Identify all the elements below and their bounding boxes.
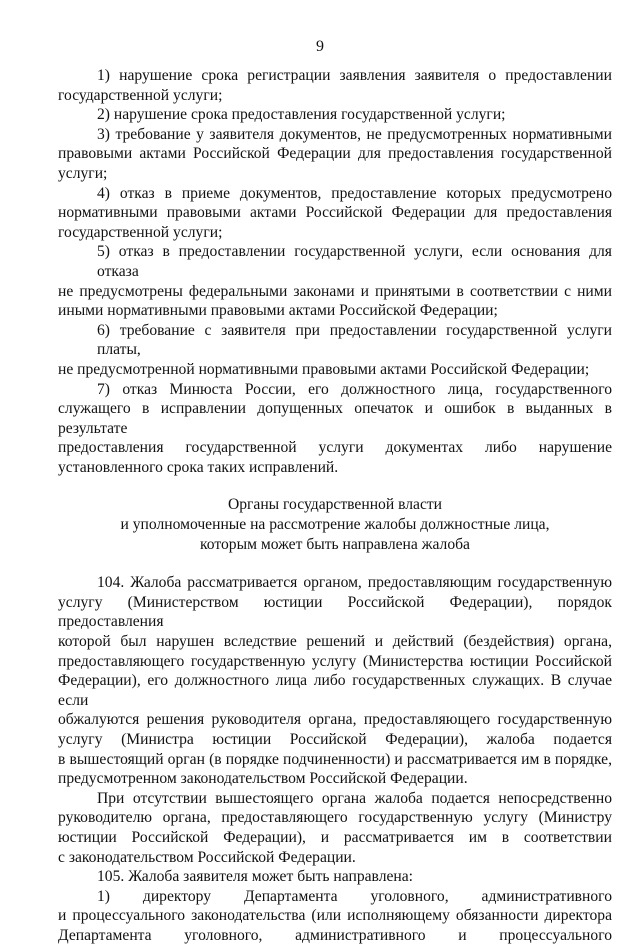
text-line: предоставления государственной услуги документах либо нарушение [58, 439, 612, 457]
section-body [58, 573, 612, 945]
text-line: юстиции Российской Федерации), и рассматривается им в соответствии [58, 828, 612, 846]
text-line: которой был нарушен вследствие решений и действий (бездействия) органа, [58, 633, 612, 651]
paragraph [58, 66, 612, 105]
list-violations [58, 66, 612, 477]
text-line: иными нормативными правовыми актами Российской Федерации; [58, 302, 498, 320]
text-line: обжалуются решения руководителя органа, предоставляющего государственную [58, 711, 612, 729]
text-line: служащего в исправлении допущенных опечаток и ошибок в выданных в результате [58, 400, 612, 437]
text-line: предоставляющего государственную услугу (Министерства юстиции Российской [58, 652, 612, 670]
text-line: 104. Жалоба рассматривается органом, предоставляющим государственную [97, 574, 612, 592]
paragraph [58, 184, 612, 243]
text-line: государственной услуги; [58, 223, 223, 241]
text-line: не предусмотрены федеральными законами и принятыми в соответствии с ними [58, 282, 612, 300]
text-line: 6) требование с заявителя при предоставлении государственной услуги платы, [97, 321, 612, 359]
text-line: 105. Жалоба заявителя может быть направлена: [97, 868, 414, 886]
text-line: Федерации), его должностного лица либо государственных служащих. В случае если [58, 672, 612, 709]
paragraph [58, 321, 612, 380]
heading-line: Органы государственной власти [227, 496, 443, 514]
paragraph [58, 380, 612, 478]
section-heading [58, 495, 612, 554]
text-line: установленного срока таких исправлений. [58, 458, 339, 476]
paragraph [58, 125, 612, 184]
text-line: 1) директору Департамента уголовного, административного [97, 887, 612, 905]
text-line: услугу (Министра юстиции Российской Федерации), жалоба подается [58, 731, 612, 748]
paragraph [58, 242, 612, 320]
page-number: 9 [316, 38, 324, 55]
text-line: государственной услуги; [58, 86, 223, 104]
text-line: 7) отказ Минюста России, его должностного лица, государственного [97, 380, 612, 398]
text-line: 3) требование у заявителя документов, не предусмотренных нормативными [97, 125, 612, 143]
text-line: услугу (Министерством юстиции Российской Федерации), порядок предоставления [58, 593, 612, 631]
text-line: руководителю органа, предоставляющего государственную услугу (Министру [58, 809, 612, 827]
heading-line: которым может быть направлена жалоба [200, 535, 470, 553]
text-line: не предусмотренной нормативными правовыми актами Российской Федерации; [58, 360, 590, 378]
text-line: 4) отказ в приеме документов, предоставление которых предусмотрено [97, 184, 612, 202]
paragraph [58, 867, 612, 887]
text-line: услуги; [58, 164, 108, 182]
text-line: предусмотренном законодательством Российской Федерации. [58, 770, 468, 788]
heading-line: и уполномоченные на рассмотрение жалобы должностные лица, [120, 516, 550, 534]
document-body [58, 66, 612, 946]
text-line: в вышестоящий орган (в порядке подчиненности) и рассматривается им в порядке, [58, 750, 612, 768]
text-line: правовыми актами Российской Федерации для предоставления государственной [58, 145, 612, 163]
text-line: 1) нарушение срока регистрации заявления заявителя о предоставлении [97, 67, 612, 84]
text-line: 2) нарушение срока предоставления государственной услуги; [97, 106, 506, 124]
paragraph [58, 573, 612, 789]
paragraph [58, 105, 612, 125]
text-line: Департамента уголовного, административного и процессуального [58, 926, 612, 944]
text-line: 5) отказ в предоставлении государственной услуги, если основания для отказа [97, 243, 612, 280]
text-line: нормативными правовыми актами Российской Федерации для предоставления [58, 204, 612, 222]
paragraph [58, 789, 612, 867]
text-line: и процессуального законодательства (или исполняющему обязанности директора [58, 907, 612, 925]
paragraph [58, 887, 612, 946]
text-line: с законодательством Российской Федерации. [58, 848, 356, 866]
text-line: При отсутствии вышестоящего органа жалоба подается непосредственно [97, 789, 612, 807]
